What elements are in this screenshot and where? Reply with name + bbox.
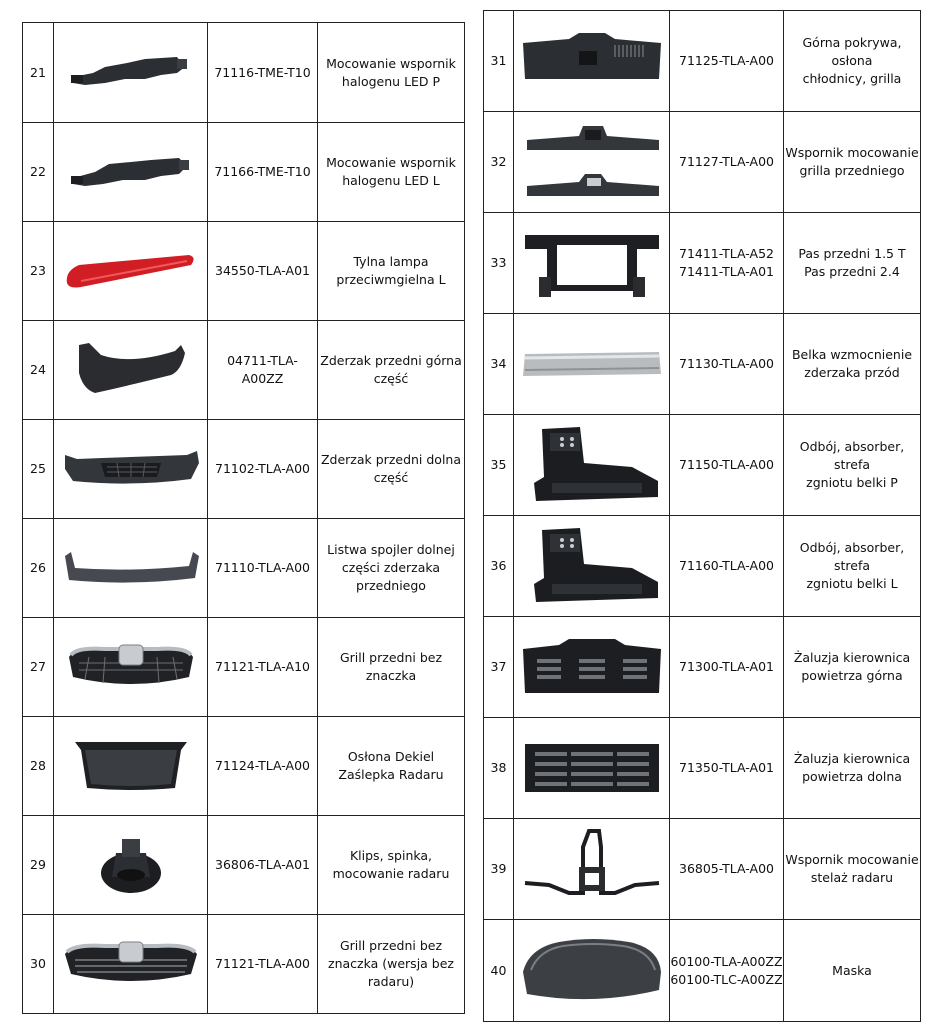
part-number-line: 71411-TLA-A01 bbox=[679, 264, 774, 279]
description-line: zgniotu belki L bbox=[806, 576, 898, 591]
part-number-line: 71300-TLA-A01 bbox=[679, 659, 774, 674]
description-line: Górna pokrywa, osłona bbox=[802, 35, 902, 68]
part-number bbox=[670, 819, 784, 920]
row-number: 40 bbox=[484, 920, 514, 1022]
grill-mounting-bracket-image bbox=[514, 112, 670, 213]
description-line: Wspornik mocowanie bbox=[785, 852, 919, 867]
description-line: powietrza dolna bbox=[802, 769, 902, 784]
part-description: Mocowanie wspornik halogenu LED L bbox=[318, 123, 465, 222]
table-row bbox=[484, 213, 921, 314]
row-number: 23 bbox=[23, 222, 54, 321]
part-number bbox=[670, 718, 784, 819]
part-number-line: 60100-TLA-A00ZZ bbox=[670, 953, 783, 969]
part-number: 36806-TLA-A01 bbox=[208, 816, 318, 915]
part-description bbox=[784, 11, 921, 112]
part-number: 71121-TLA-A00 bbox=[208, 915, 318, 1014]
table-row bbox=[484, 11, 921, 112]
led-bracket-right-image bbox=[54, 23, 208, 123]
part-number-line: 71411-TLA-A52 bbox=[679, 246, 774, 261]
part-number bbox=[670, 415, 784, 516]
description-line: Odbój, absorber, strefa bbox=[799, 439, 905, 472]
part-number bbox=[670, 314, 784, 415]
part-description: Klips, spinka, mocowanie radaru bbox=[318, 816, 465, 915]
table-row bbox=[23, 123, 465, 222]
description-line: Żaluzja kierownica bbox=[793, 751, 911, 766]
description-line: Belka wzmocnienie bbox=[791, 347, 913, 362]
part-number bbox=[670, 213, 784, 314]
part-description: Grill przedni bez znaczka (wersja bez radaru) bbox=[318, 915, 465, 1014]
row-number: 27 bbox=[23, 618, 54, 717]
row-number: 37 bbox=[484, 617, 514, 718]
table-row bbox=[484, 920, 921, 1022]
row-number: 21 bbox=[23, 23, 54, 123]
crash-absorber-right-image bbox=[514, 415, 670, 516]
part-description: Zderzak przedni dolna część bbox=[318, 420, 465, 519]
table-row bbox=[23, 915, 465, 1014]
row-number: 29 bbox=[23, 816, 54, 915]
description-line: Maska bbox=[832, 962, 872, 978]
part-description: Mocowanie wspornik halogenu LED P bbox=[318, 23, 465, 123]
part-number: 71166-TME-T10 bbox=[208, 123, 318, 222]
bumper-reinforcement-beam-image bbox=[514, 314, 670, 415]
part-number bbox=[670, 617, 784, 718]
part-number: 71110-TLA-A00 bbox=[208, 519, 318, 618]
radar-clip-image bbox=[54, 816, 208, 915]
part-number-line: 71150-TLA-A00 bbox=[679, 457, 774, 472]
part-description: Tylna lampa przeciwmgielna L bbox=[318, 222, 465, 321]
crash-absorber-left-image bbox=[514, 516, 670, 617]
radiator-upper-cover-image bbox=[514, 11, 670, 112]
part-number-line: 71130-TLA-A00 bbox=[679, 356, 774, 371]
table-row bbox=[23, 618, 465, 717]
part-description bbox=[784, 516, 921, 617]
row-number: 25 bbox=[23, 420, 54, 519]
radar-mount-bracket-image bbox=[514, 819, 670, 920]
row-number: 22 bbox=[23, 123, 54, 222]
part-description bbox=[784, 415, 921, 516]
part-number: 71124-TLA-A00 bbox=[208, 717, 318, 816]
part-number bbox=[670, 11, 784, 112]
parts-table-right bbox=[483, 10, 921, 1022]
bumper-spoiler-strip-image bbox=[54, 519, 208, 618]
row-number: 38 bbox=[484, 718, 514, 819]
part-number-line: 71127-TLA-A00 bbox=[679, 154, 774, 169]
row-number: 30 bbox=[23, 915, 54, 1014]
table-row bbox=[23, 420, 465, 519]
row-number: 28 bbox=[23, 717, 54, 816]
description-line: chłodnicy, grilla bbox=[802, 71, 902, 86]
part-number-line: 71350-TLA-A01 bbox=[679, 760, 774, 775]
front-grill-no-radar-image bbox=[54, 915, 208, 1014]
part-description: Grill przedni bez znaczka bbox=[318, 618, 465, 717]
table-row bbox=[484, 617, 921, 718]
table-row bbox=[484, 516, 921, 617]
part-number: 71102-TLA-A00 bbox=[208, 420, 318, 519]
part-number: 71116-TME-T10 bbox=[208, 23, 318, 123]
description-line: Odbój, absorber, strefa bbox=[799, 540, 905, 573]
part-number-line: 71160-TLA-A00 bbox=[679, 558, 774, 573]
description-line: powietrza górna bbox=[801, 668, 903, 683]
front-grill-image bbox=[54, 618, 208, 717]
led-bracket-left-image bbox=[54, 123, 208, 222]
table-row bbox=[484, 819, 921, 920]
description-line: Żaluzja kierownica bbox=[793, 650, 911, 665]
table-row bbox=[23, 816, 465, 915]
radar-cover-image bbox=[54, 717, 208, 816]
table-row bbox=[23, 519, 465, 618]
part-description: Zderzak przedni górna część bbox=[318, 321, 465, 420]
table-row bbox=[23, 222, 465, 321]
description-line: Pas przedni 2.4 bbox=[804, 264, 900, 279]
description-line: zderzaka przód bbox=[804, 365, 900, 380]
part-description: Listwa spojler dolnej części zderzaka przedniego bbox=[318, 519, 465, 618]
table-row bbox=[484, 718, 921, 819]
description-line: grilla przedniego bbox=[799, 163, 905, 178]
part-description bbox=[784, 920, 921, 1022]
part-description bbox=[784, 112, 921, 213]
part-number-line: 71125-TLA-A00 bbox=[679, 53, 774, 68]
table-row bbox=[484, 112, 921, 213]
description-line: stelaż radaru bbox=[810, 870, 894, 885]
part-number: 04711-TLA-A00ZZ bbox=[208, 321, 318, 420]
air-shutter-lower-image bbox=[514, 718, 670, 819]
row-number: 35 bbox=[484, 415, 514, 516]
part-number-line: 60100-TLC-A00ZZ bbox=[670, 971, 783, 987]
description-line: Pas przedni 1.5 T bbox=[798, 246, 906, 261]
part-description bbox=[784, 819, 921, 920]
part-description bbox=[784, 617, 921, 718]
part-number: 34550-TLA-A01 bbox=[208, 222, 318, 321]
row-number: 31 bbox=[484, 11, 514, 112]
part-number: 71121-TLA-A10 bbox=[208, 618, 318, 717]
row-number: 34 bbox=[484, 314, 514, 415]
part-number bbox=[670, 112, 784, 213]
row-number: 32 bbox=[484, 112, 514, 213]
part-description: Osłona Dekiel Zaślepka Radaru bbox=[318, 717, 465, 816]
rear-fog-lamp-image bbox=[54, 222, 208, 321]
table-row bbox=[23, 321, 465, 420]
row-number: 39 bbox=[484, 819, 514, 920]
table-row bbox=[484, 314, 921, 415]
part-number-line: 36805-TLA-A00 bbox=[679, 861, 774, 876]
table-row bbox=[23, 23, 465, 123]
description-line: Wspornik mocowanie bbox=[785, 145, 919, 160]
row-number: 26 bbox=[23, 519, 54, 618]
table-row bbox=[484, 415, 921, 516]
part-number bbox=[670, 516, 784, 617]
front-bumper-lower-image bbox=[54, 420, 208, 519]
row-number: 33 bbox=[484, 213, 514, 314]
part-description bbox=[784, 718, 921, 819]
row-number: 36 bbox=[484, 516, 514, 617]
row-number: 24 bbox=[23, 321, 54, 420]
front-panel-image bbox=[514, 213, 670, 314]
hood-image bbox=[514, 920, 670, 1022]
part-description bbox=[784, 314, 921, 415]
air-shutter-upper-image bbox=[514, 617, 670, 718]
parts-table-left bbox=[22, 22, 465, 1014]
front-bumper-upper-image bbox=[54, 321, 208, 420]
table-row bbox=[23, 717, 465, 816]
part-description bbox=[784, 213, 921, 314]
description-line: zgniotu belki P bbox=[806, 475, 898, 490]
part-number bbox=[670, 920, 784, 1022]
